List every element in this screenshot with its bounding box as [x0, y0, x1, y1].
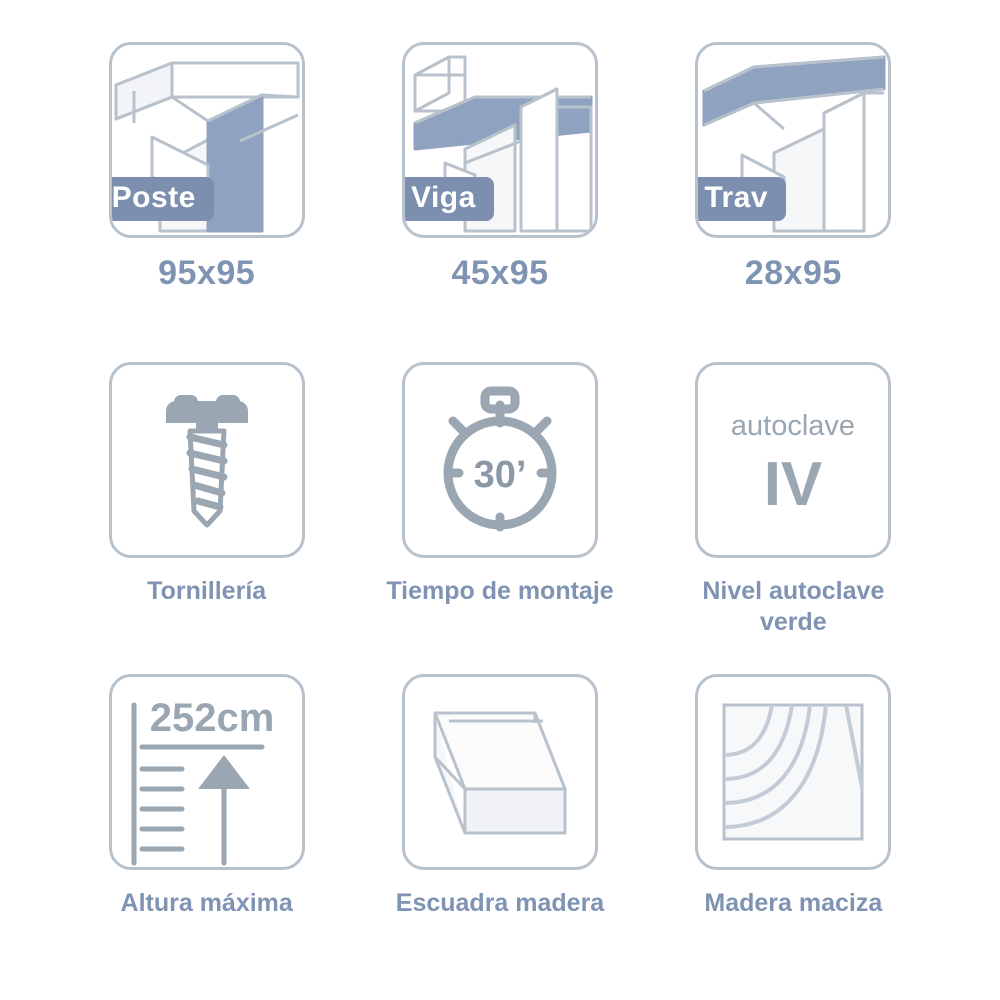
item-caption: Altura máxima — [120, 889, 293, 917]
height-ruler-icon — [112, 677, 302, 867]
dimension-label: 45x95 — [451, 254, 549, 292]
height-value: 252cm — [149, 696, 274, 740]
item-caption: Madera maciza — [704, 889, 883, 917]
item-caption: Escuadra madera — [395, 889, 605, 917]
item-caption: Nivel autoclave verde — [702, 577, 885, 637]
dimension-label: 28x95 — [744, 254, 842, 292]
spec-item-escuadra-madera — [353, 650, 646, 960]
crossbeam-joint-tile — [695, 42, 891, 238]
beam-joint-tile — [402, 42, 598, 238]
spec-item-madera-maciza — [647, 650, 940, 960]
spec-item-nivel-autoclave — [647, 340, 940, 650]
stopwatch-value: 30’ — [473, 454, 527, 496]
solid-wood-icon — [698, 677, 888, 867]
wood-square-tile — [402, 674, 598, 870]
stopwatch-tile — [402, 362, 598, 558]
spec-grid — [60, 30, 940, 960]
height-ruler-tile — [109, 674, 305, 870]
chip-label: Poste — [109, 177, 214, 222]
spec-item-poste — [60, 30, 353, 340]
wood-square-icon — [405, 677, 595, 867]
solid-wood-tile — [695, 674, 891, 870]
spec-item-altura-maxima — [60, 650, 353, 960]
spec-item-viga — [353, 30, 646, 340]
autoclave-level-tile — [695, 362, 891, 558]
item-caption: Tiempo de montaje — [386, 577, 614, 605]
screw-tile — [109, 362, 305, 558]
spec-item-tornilleria — [60, 340, 353, 650]
autoclave-word: autoclave — [731, 410, 856, 442]
chip-label: Trav — [695, 177, 786, 222]
stopwatch-icon — [405, 365, 595, 555]
autoclave-level-value: IV — [764, 450, 823, 519]
post-joint-tile — [109, 42, 305, 238]
spec-item-travesano — [647, 30, 940, 340]
screw-icon — [112, 365, 302, 555]
chip-label: Viga — [402, 177, 494, 222]
dimension-label: 95x95 — [158, 254, 256, 292]
item-caption: Tornillería — [147, 577, 267, 605]
spec-item-tiempo-montaje — [353, 340, 646, 650]
autoclave-level-icon — [698, 365, 888, 555]
